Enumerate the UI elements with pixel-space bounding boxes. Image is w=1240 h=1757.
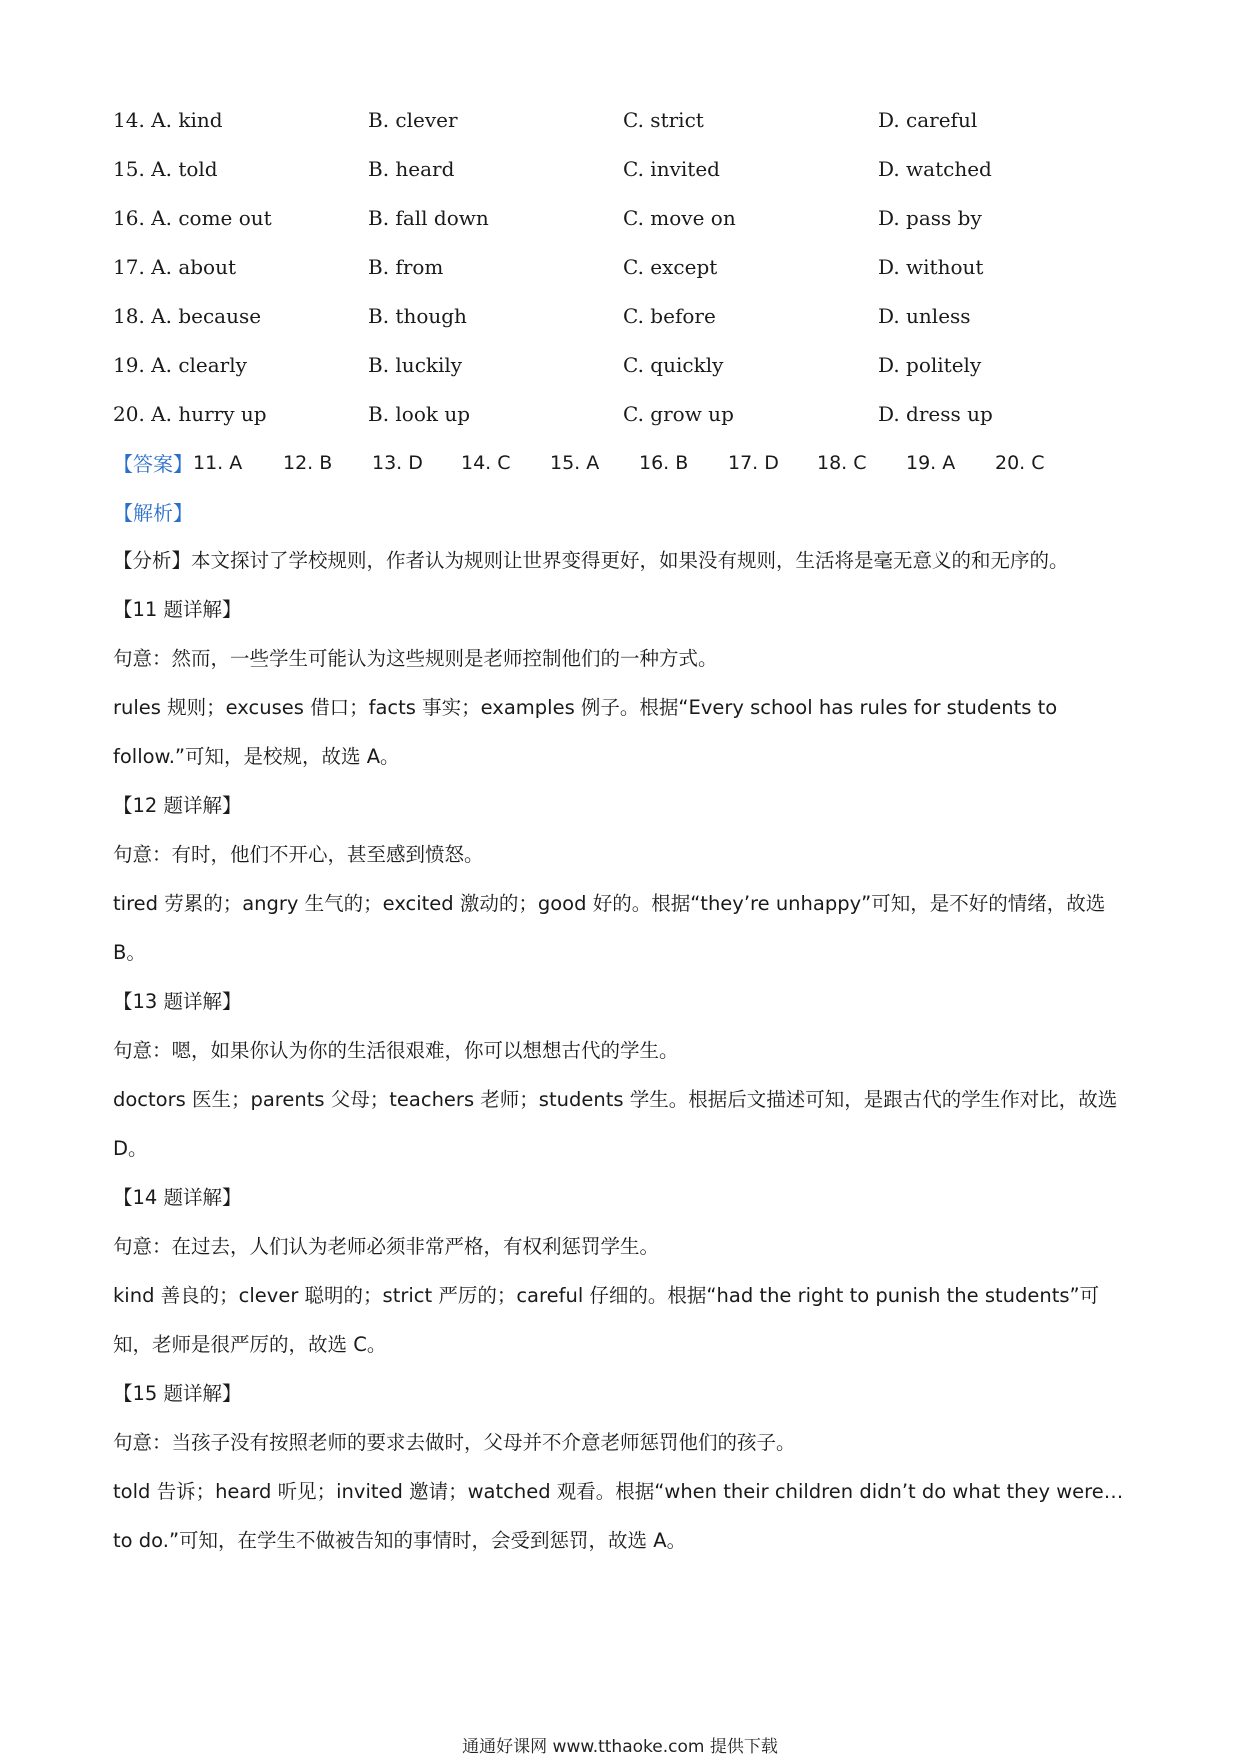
option-c: C. except bbox=[623, 254, 718, 279]
option-a: 15. A. told bbox=[113, 156, 218, 181]
option-d: D. dress up bbox=[878, 401, 993, 426]
option-a: 19. A. clearly bbox=[113, 352, 247, 377]
answer-item: 13. D bbox=[372, 451, 423, 474]
option-b: B. luckily bbox=[368, 352, 463, 377]
answer-item: 18. C bbox=[817, 451, 867, 474]
answer-item: 19. A bbox=[906, 451, 956, 474]
answer-list bbox=[193, 452, 1084, 474]
options-block bbox=[113, 95, 1133, 438]
answer-item: 15. A bbox=[550, 451, 600, 474]
option-c: C. invited bbox=[623, 156, 720, 181]
option-row-15 bbox=[113, 144, 1133, 193]
option-d: D. pass by bbox=[878, 205, 982, 230]
answer-item: 11. A bbox=[193, 451, 243, 474]
option-d: D. without bbox=[878, 254, 984, 279]
option-row-14 bbox=[113, 95, 1133, 144]
option-b: B. fall down bbox=[368, 205, 489, 230]
answer-tag: 【答案】 bbox=[113, 452, 193, 476]
option-b: B. from bbox=[368, 254, 444, 279]
answer-item: 16. B bbox=[639, 451, 689, 474]
option-c: C. quickly bbox=[623, 352, 724, 377]
document-page bbox=[113, 95, 1133, 1565]
option-d: D. unless bbox=[878, 303, 971, 328]
option-row-20 bbox=[113, 389, 1133, 438]
sentence-meaning: 句意：在过去，人们认为老师必须非常严格，有权利惩罚学生。 bbox=[113, 1235, 660, 1258]
answer-row bbox=[113, 438, 1133, 487]
option-b: B. clever bbox=[368, 107, 458, 132]
sentence-meaning: 句意：嗯，如果你认为你的生活很艰难，你可以想想古代的学生。 bbox=[113, 1039, 679, 1062]
analysis-tag: 【解析】 bbox=[113, 501, 193, 525]
option-d: D. politely bbox=[878, 352, 982, 377]
option-c: C. strict bbox=[623, 107, 704, 132]
analysis-row bbox=[113, 487, 1133, 536]
option-row-17 bbox=[113, 242, 1133, 291]
option-row-19 bbox=[113, 340, 1133, 389]
option-a: 14. A. kind bbox=[113, 107, 223, 132]
answer-item: 20. C bbox=[995, 451, 1045, 474]
option-row-18 bbox=[113, 291, 1133, 340]
option-d: D. careful bbox=[878, 107, 978, 132]
section-heading: 【14 题详解】 bbox=[113, 1186, 242, 1209]
answer-item: 17. D bbox=[728, 451, 779, 474]
explanation-paragraph: tired 劳累的；angry 生气的；excited 激动的；good 好的。根据“they’re unhappy”可知，是不好的情绪，故选 B。 bbox=[113, 892, 1106, 964]
explanation-paragraph: told 告诉；heard 听见；invited 邀请；watched 观看。根据“when their children didn’t do what they were…to do.”可知，在学生不做被告知的事情时，会受到惩罚，故选 A。 bbox=[113, 1480, 1124, 1552]
sentence-meaning: 句意：然而，一些学生可能认为这些规则是老师控制他们的一种方式。 bbox=[113, 647, 718, 670]
section-heading: 【13 题详解】 bbox=[113, 990, 242, 1013]
option-d: D. watched bbox=[878, 156, 992, 181]
page-footer: 通通好课网 www.tthaoke.com 提供下载 bbox=[462, 1737, 778, 1757]
section-heading: 【12 题详解】 bbox=[113, 794, 242, 817]
option-c: C. grow up bbox=[623, 401, 734, 426]
option-b: B. look up bbox=[368, 401, 471, 426]
sentence-meaning: 句意：当孩子没有按照老师的要求去做时，父母并不介意老师惩罚他们的孩子。 bbox=[113, 1431, 796, 1454]
answer-item: 12. B bbox=[283, 451, 333, 474]
option-c: C. before bbox=[623, 303, 716, 328]
sentence-meaning: 句意：有时，他们不开心，甚至感到愤怒。 bbox=[113, 843, 484, 866]
option-b: B. heard bbox=[368, 156, 455, 181]
explanation-paragraph: doctors 医生；parents 父母；teachers 老师；students 学生。根据后文描述可知，是跟古代的学生作对比，故选 D。 bbox=[113, 1088, 1118, 1160]
answer-item: 14. C bbox=[461, 451, 511, 474]
explanation-paragraph: rules 规则；excuses 借口；facts 事实；examples 例子。根据“Every school has rules for students to follow.”可知，是校规，故选 A。 bbox=[113, 696, 1058, 768]
option-b: B. though bbox=[368, 303, 467, 328]
section-heading: 【11 题详解】 bbox=[113, 598, 242, 621]
section-heading: 【15 题详解】 bbox=[113, 1382, 242, 1405]
option-a: 18. A. because bbox=[113, 303, 262, 328]
analysis-summary: 【分析】本文探讨了学校规则，作者认为规则让世界变得更好，如果没有规则，生活将是毫无意义的和无序的。 bbox=[113, 549, 1069, 572]
option-row-16 bbox=[113, 193, 1133, 242]
option-a: 17. A. about bbox=[113, 254, 237, 279]
option-a: 16. A. come out bbox=[113, 205, 272, 230]
explanation-paragraph: kind 善良的；clever 聪明的；strict 严厉的；careful 仔细的。根据“had the right to punish the students”可知，老师是很严厉的，故选 C。 bbox=[113, 1284, 1100, 1356]
option-a: 20. A. hurry up bbox=[113, 401, 267, 426]
option-c: C. move on bbox=[623, 205, 736, 230]
